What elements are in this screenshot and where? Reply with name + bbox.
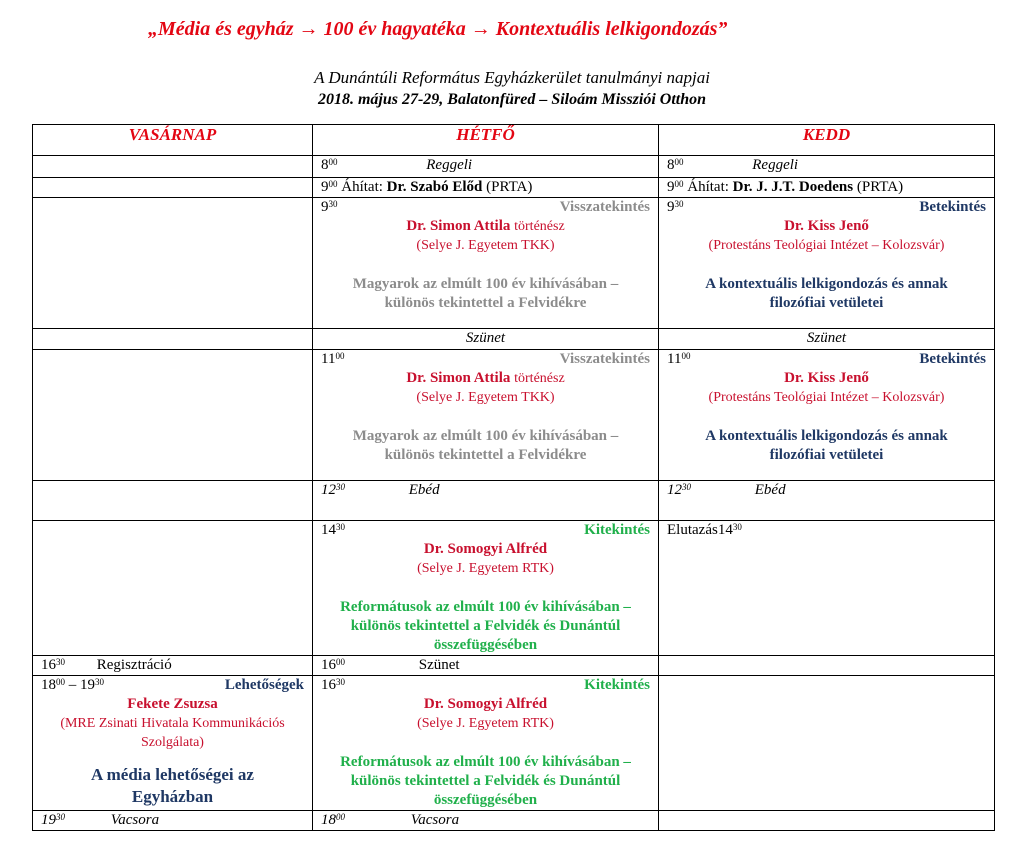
sunday-empty-cell (33, 198, 313, 329)
document-subtitle: A Dunántúli Református Egyházkerület tanulmányi napjai (314, 68, 710, 87)
speaker-institution-line1: (MRE Zsinati Hivatala Kommunikációs (60, 716, 285, 731)
sunday-dinner-cell (33, 811, 313, 831)
time: $8^{00}$ (321, 157, 338, 173)
speaker-institution: (Protestáns Teológiai Intézet – Kolozsvár) (708, 390, 945, 405)
tuesday-break-cell: Szünet (659, 329, 995, 350)
devotion-label: Áhítat: (341, 179, 383, 195)
speaker-name: Dr. Somogyi Alfréd (423, 696, 548, 712)
monday-break-1600-cell (313, 656, 659, 676)
speaker-role: történész (514, 219, 565, 234)
session-tag: Lehetőségek (224, 677, 304, 693)
time: $8^{00}$ (667, 157, 684, 173)
monday-late-lecture-cell (313, 350, 659, 481)
lecture-tag: Visszatekintés (559, 199, 650, 215)
tuesday-breakfast-cell (659, 156, 995, 178)
break-row (33, 329, 995, 350)
lunch-label: Ebéd (754, 482, 786, 498)
breakfast-label: Reggeli (426, 157, 473, 173)
time: $9^{00}$ (321, 179, 338, 195)
lecture-topic-line1: A kontextuális lelkigondozás és annak (705, 276, 948, 292)
dinner-row (33, 811, 995, 831)
speaker-name: Fekete Zsuzsa (127, 696, 218, 712)
lecture-tag: Kitekintés (584, 677, 650, 693)
monday-afternoon-lecture-cell (313, 521, 659, 656)
monday-morning-lecture-cell (313, 198, 659, 329)
speaker-name: Dr. Somogyi Alfréd (423, 541, 548, 557)
devotion-label: Áhítat: (687, 179, 729, 195)
time: $18^{00}$ (321, 812, 345, 828)
break-label: Szünet (418, 657, 460, 673)
document-title: „Média és egyház → 100 év hagyatéka → Kontextuális lelkigondozás” (148, 18, 728, 40)
time: $11^{00}$ (321, 351, 345, 367)
time: $12^{30}$ (667, 482, 691, 498)
lecture-topic-line2: különös tekintettel a Felvidék és Dunántúl (350, 773, 621, 789)
sunday-registration-cell (33, 656, 313, 676)
tuesday-empty-cell (659, 811, 995, 831)
session-topic-line2: Egyházban (131, 787, 214, 806)
day-header-sunday: VASÁRNAP (33, 125, 313, 156)
time: $16^{30}$ (41, 657, 65, 673)
monday-lunch-cell (313, 481, 659, 521)
breakfast-row (33, 156, 995, 178)
event-date-location: 2018. május 27-29, Balatonfüred – Siloám Missziói Otthon (317, 91, 707, 108)
tuesday-morning-lecture-cell (659, 198, 995, 329)
day-header-monday: HÉTFŐ (313, 125, 659, 156)
lecture-tag: Kitekintés (584, 522, 650, 538)
monday-dinner-cell (313, 811, 659, 831)
time: $16^{00}$ (321, 657, 345, 673)
schedule-table (32, 124, 995, 831)
lecture-topic-line1: Magyarok az elmúlt 100 év kihívásában – (352, 276, 619, 292)
registration-label: Regisztráció (96, 657, 172, 673)
time: $9^{00}$ (667, 179, 684, 195)
speaker-role: történész (514, 371, 565, 386)
devotion-org: (PRTA) (856, 179, 904, 195)
speaker-institution: (Selye J. Egyetem TKK) (416, 238, 555, 253)
sunday-empty-cell (33, 350, 313, 481)
sunday-empty-cell (33, 329, 313, 350)
lunch-label: Ebéd (408, 482, 440, 498)
sunday-evening-cell (33, 676, 313, 811)
morning-lecture-row (33, 198, 995, 329)
late-morning-lecture-row (33, 350, 995, 481)
lecture-topic-line2: különös tekintettel a Felvidékre (384, 295, 587, 311)
dinner-label: Vacsora (410, 812, 460, 828)
time: $11^{00}$ (667, 351, 691, 367)
lecture-topic-line2: különös tekintettel a Felvidék és Dunántúl (350, 618, 621, 634)
devotion-org: (PRTA) (486, 179, 533, 195)
lecture-topic-line1: Magyarok az elmúlt 100 év kihívásában – (352, 428, 619, 444)
time: $9^{30}$ (321, 199, 338, 215)
sunday-empty-cell (33, 481, 313, 521)
dinner-label: Vacsora (110, 812, 160, 828)
devotion-speaker: Dr. J. J.T. Doedens (732, 179, 854, 195)
sunday-empty-cell (33, 521, 313, 656)
devotion-row (33, 178, 995, 198)
tuesday-late-lecture-cell (659, 350, 995, 481)
speaker-name: Dr. Simon Attila (406, 370, 511, 386)
devotion-speaker: Dr. Szabó Előd (386, 179, 483, 195)
speaker-institution: (Selye J. Egyetem RTK) (417, 561, 554, 576)
evening-session-row (33, 676, 995, 811)
lecture-topic-line2: filozófiai vetületei (769, 295, 884, 311)
monday-devotion-cell (313, 178, 659, 198)
lecture-topic-line2: filozófiai vetületei (769, 447, 884, 463)
speaker-institution: (Selye J. Egyetem TKK) (416, 390, 555, 405)
time: $16^{30}$ (321, 677, 345, 693)
speaker-name: Dr. Kiss Jenő (784, 370, 869, 386)
sunday-empty-cell (33, 156, 313, 178)
lecture-topic-line1: A kontextuális lelkigondozás és annak (705, 428, 948, 444)
day-header-row (33, 125, 995, 156)
breakfast-label: Reggeli (752, 157, 799, 173)
lunch-row (33, 481, 995, 521)
day-header-tuesday: KEDD (659, 125, 995, 156)
speaker-institution: (Protestáns Teológiai Intézet – Kolozsvár) (708, 238, 945, 253)
lecture-topic-line1: Reformátusok az elmúlt 100 év kihívásában – (340, 754, 631, 770)
time: $14^{30}$ (717, 522, 742, 538)
monday-break-cell: Szünet (313, 329, 659, 350)
session-topic-line1: A média lehetőségei az (91, 765, 254, 784)
registration-row (33, 656, 995, 676)
sunday-empty-cell (33, 178, 313, 198)
lecture-tag: Visszatekintés (559, 351, 650, 367)
speaker-name: Dr. Kiss Jenő (784, 218, 869, 234)
departure-label: Elutazás (667, 522, 718, 538)
time-range: $18^{00} - 19^{30}$ (41, 677, 104, 693)
time: $14^{30}$ (321, 522, 345, 538)
lecture-topic-line1: Reformátusok az elmúlt 100 év kihívásában – (340, 599, 631, 615)
speaker-institution-line2: Szolgálata) (141, 735, 204, 750)
monday-breakfast-cell (313, 156, 659, 178)
speaker-institution: (Selye J. Egyetem RTK) (417, 716, 554, 731)
monday-evening-lecture-cell (313, 676, 659, 811)
time: $9^{30}$ (667, 199, 684, 215)
afternoon-lecture-row (33, 521, 995, 656)
lecture-tag: Betekintés (919, 199, 986, 215)
lecture-tag: Betekintés (919, 351, 986, 367)
tuesday-lunch-cell (659, 481, 995, 521)
time: $12^{30}$ (321, 482, 345, 498)
tuesday-departure-cell (659, 521, 995, 656)
lecture-topic-line2: különös tekintettel a Felvidékre (384, 447, 587, 463)
lecture-topic-line3: összefüggésében (433, 637, 538, 653)
lecture-topic-line3: összefüggésében (433, 792, 538, 808)
speaker-name: Dr. Simon Attila (406, 218, 511, 234)
time: $19^{30}$ (41, 812, 65, 828)
tuesday-devotion-cell (659, 178, 995, 198)
tuesday-empty-cell (659, 656, 995, 676)
tuesday-empty-cell (659, 676, 995, 811)
